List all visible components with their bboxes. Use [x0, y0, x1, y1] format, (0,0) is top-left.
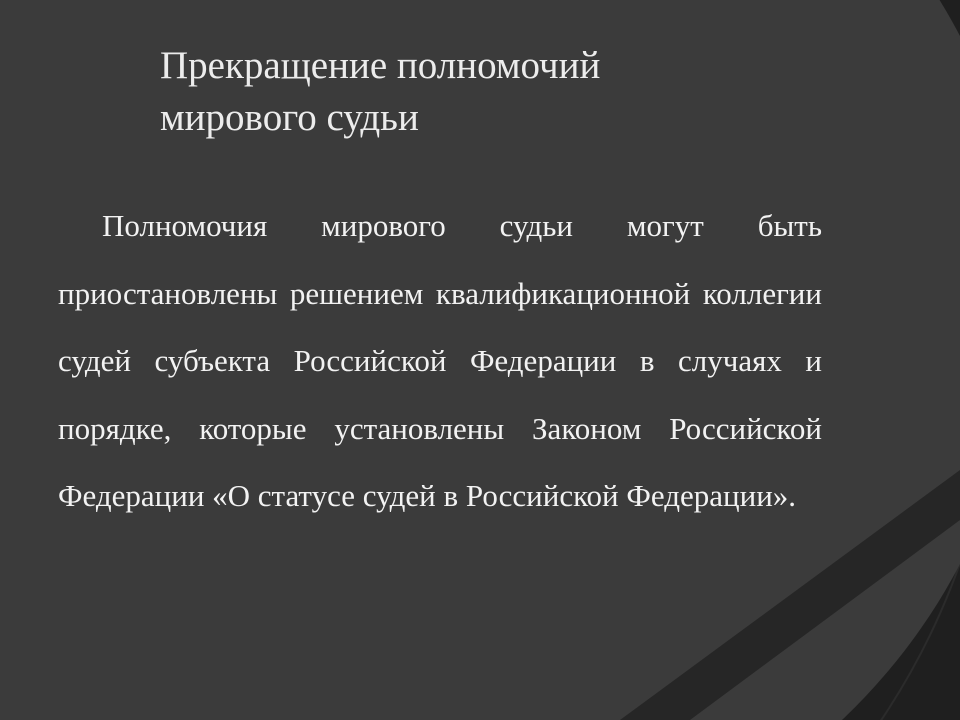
title-line-2: мирового судьи [160, 96, 419, 139]
slide-title [160, 40, 860, 144]
body-paragraph: Полномочия мирового судьи могут быть приостановлены решением квалификационной коллегии судей субъекта Российской Федерации в случаях и порядке, которые установлены Законом Российской Федерации «О статусе судей в Российской Федерации». [58, 208, 822, 513]
title-line-1: Прекращение полномочий [160, 44, 601, 87]
